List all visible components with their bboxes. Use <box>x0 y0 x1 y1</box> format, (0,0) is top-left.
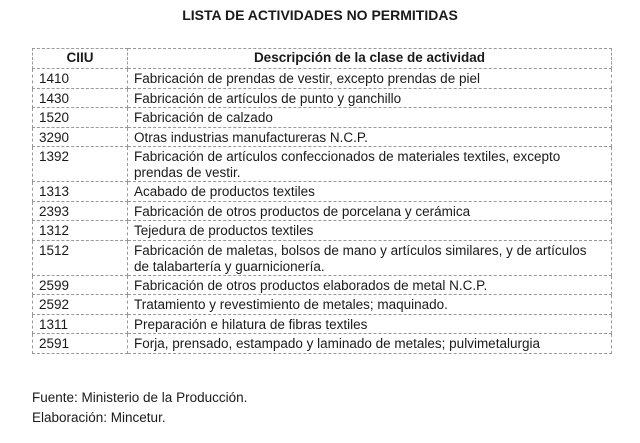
ciiu-code: 2591 <box>33 334 128 354</box>
table-row <box>33 108 612 128</box>
ciiu-code: 1430 <box>33 88 128 108</box>
activities-table <box>32 48 612 354</box>
table-row <box>33 182 612 202</box>
table-header-row <box>33 49 612 69</box>
activity-description: Otras industrias manufactureras N.C.P. <box>128 127 612 147</box>
table-row <box>33 295 612 315</box>
activity-description: Fabricación de calzado <box>128 108 612 128</box>
table-row <box>33 147 612 182</box>
document-title: LISTA DE ACTIVIDADES NO PERMITIDAS <box>182 7 458 23</box>
activity-description: Fabricación de maletas, bolsos de mano y artículos similares, y de artículos de talabartería y guarnicionería. <box>128 240 612 275</box>
ciiu-code: 3290 <box>33 127 128 147</box>
activity-description: Fabricación de otros productos elaborados de metal N.C.P. <box>128 275 612 295</box>
ciiu-code: 2592 <box>33 295 128 315</box>
activity-description: Fabricación de otros productos de porcelana y cerámica <box>128 201 612 221</box>
ciiu-code: 1410 <box>33 69 128 89</box>
table-row <box>33 334 612 354</box>
table-row <box>33 221 612 241</box>
header-description: Descripción de la clase de actividad <box>128 49 612 69</box>
activity-description: Forja, prensado, estampado y laminado de metales; pulvimetalurgia <box>128 334 612 354</box>
source-note: Fuente: Ministerio de la Producción. <box>32 390 248 405</box>
table-row <box>33 314 612 334</box>
elaboration-note: Elaboración: Mincetur. <box>32 410 166 425</box>
table-row <box>33 69 612 89</box>
ciiu-code: 1392 <box>33 147 128 182</box>
table-row <box>33 201 612 221</box>
table-row <box>33 240 612 275</box>
table-row <box>33 88 612 108</box>
activity-description: Fabricación de prendas de vestir, excepto prendas de piel <box>128 69 612 89</box>
table-row <box>33 127 612 147</box>
ciiu-code: 1512 <box>33 240 128 275</box>
ciiu-code: 2393 <box>33 201 128 221</box>
activity-description: Acabado de productos textiles <box>128 182 612 202</box>
ciiu-code: 2599 <box>33 275 128 295</box>
ciiu-code: 1312 <box>33 221 128 241</box>
header-ciiu: CIIU <box>33 49 128 69</box>
ciiu-code: 1520 <box>33 108 128 128</box>
activity-description: Tratamiento y revestimiento de metales; maquinado. <box>128 295 612 315</box>
activity-description: Fabricación de artículos de punto y ganchillo <box>128 88 612 108</box>
activity-description: Tejedura de productos textiles <box>128 221 612 241</box>
activity-description: Preparación e hilatura de fibras textiles <box>128 314 612 334</box>
ciiu-code: 1313 <box>33 182 128 202</box>
ciiu-code: 1311 <box>33 314 128 334</box>
activity-description: Fabricación de artículos confeccionados de materiales textiles, excepto prendas de vestir. <box>128 147 612 182</box>
table-row <box>33 275 612 295</box>
